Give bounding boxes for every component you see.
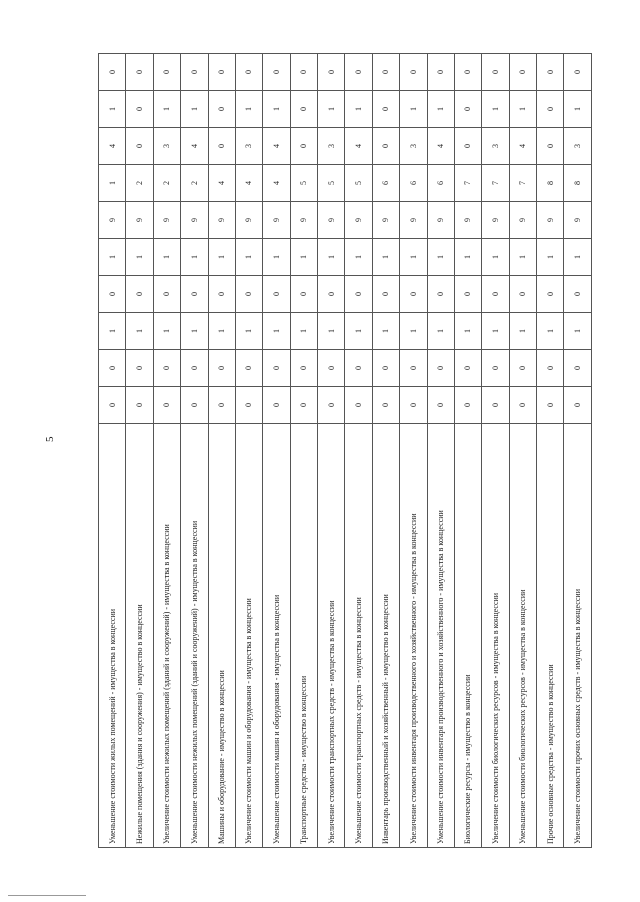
code-digit-cell: 0 bbox=[400, 54, 427, 91]
code-digit-cell: 4 bbox=[263, 128, 290, 165]
code-digit-cell: 0 bbox=[345, 54, 372, 91]
code-digit-cell: 0 bbox=[537, 276, 564, 313]
code-digit-cell: 1 bbox=[345, 91, 372, 128]
code-digit-cell: 0 bbox=[372, 91, 399, 128]
account-description: Увеличение стоимости биологических ресурсов - имущества в концессии bbox=[482, 424, 509, 848]
table-row bbox=[290, 54, 317, 848]
table-row bbox=[345, 54, 372, 848]
code-digit-cell: 4 bbox=[99, 128, 126, 165]
code-digit-cell: 1 bbox=[208, 313, 235, 350]
code-digit-cell: 0 bbox=[318, 387, 345, 424]
code-digit-cell: 3 bbox=[482, 128, 509, 165]
account-description: Увеличение стоимости нежилых помещений (зданий и сооружений) - имущества в концессии bbox=[153, 424, 180, 848]
code-digit-cell: 0 bbox=[482, 54, 509, 91]
code-digit-cell: 0 bbox=[345, 350, 372, 387]
code-digit-cell: 0 bbox=[99, 387, 126, 424]
code-digit-cell: 0 bbox=[126, 387, 153, 424]
code-digit-cell: 0 bbox=[263, 276, 290, 313]
code-digit-cell: 0 bbox=[181, 387, 208, 424]
code-digit-cell: 1 bbox=[427, 313, 454, 350]
code-digit-cell: 1 bbox=[400, 239, 427, 276]
page-number: 5 bbox=[44, 436, 56, 442]
code-digit-cell: 1 bbox=[208, 239, 235, 276]
code-digit-cell: 0 bbox=[153, 350, 180, 387]
code-digit-cell: 0 bbox=[290, 276, 317, 313]
code-digit-cell: 3 bbox=[564, 128, 592, 165]
code-digit-cell: 1 bbox=[263, 313, 290, 350]
code-digit-cell: 0 bbox=[372, 128, 399, 165]
code-digit-cell: 9 bbox=[427, 202, 454, 239]
account-description: Увеличение стоимости инвентаря производственного и хозяйственного - имущества в концессии bbox=[400, 424, 427, 848]
table-row bbox=[126, 54, 153, 848]
code-digit-cell: 0 bbox=[99, 276, 126, 313]
code-digit-cell: 8 bbox=[537, 165, 564, 202]
code-digit-cell: 0 bbox=[537, 387, 564, 424]
table-row bbox=[509, 54, 536, 848]
code-digit-cell: 1 bbox=[318, 313, 345, 350]
code-digit-cell: 7 bbox=[482, 165, 509, 202]
code-digit-cell: 1 bbox=[400, 91, 427, 128]
code-digit-cell: 7 bbox=[454, 165, 481, 202]
code-digit-cell: 1 bbox=[153, 239, 180, 276]
code-digit-cell: 1 bbox=[454, 239, 481, 276]
code-digit-cell: 0 bbox=[372, 387, 399, 424]
code-digit-cell: 0 bbox=[126, 276, 153, 313]
code-digit-cell: 4 bbox=[181, 128, 208, 165]
code-digit-cell: 0 bbox=[400, 276, 427, 313]
code-digit-cell: 1 bbox=[454, 313, 481, 350]
account-description: Уменьшение стоимости транспортных средств - имущества в концессии bbox=[345, 424, 372, 848]
code-digit-cell: 0 bbox=[564, 276, 592, 313]
code-digit-cell: 9 bbox=[509, 202, 536, 239]
account-description: Уменьшение стоимости инвентаря производственного и хозяйственного - имущества в концессии bbox=[427, 424, 454, 848]
code-digit-cell: 5 bbox=[345, 165, 372, 202]
code-digit-cell: 4 bbox=[509, 128, 536, 165]
table-row bbox=[564, 54, 592, 848]
code-digit-cell: 0 bbox=[126, 128, 153, 165]
code-digit-cell: 0 bbox=[564, 350, 592, 387]
account-description: Нежилые помещения (здания и сооружения) - имущество в концессии bbox=[126, 424, 153, 848]
code-digit-cell: 5 bbox=[318, 165, 345, 202]
code-digit-cell: 0 bbox=[537, 128, 564, 165]
code-digit-cell: 0 bbox=[208, 276, 235, 313]
code-digit-cell: 0 bbox=[126, 91, 153, 128]
code-digit-cell: 0 bbox=[181, 350, 208, 387]
code-digit-cell: 6 bbox=[427, 165, 454, 202]
code-digit-cell: 1 bbox=[99, 165, 126, 202]
account-description: Биологические ресурсы - имущество в концессии bbox=[454, 424, 481, 848]
code-digit-cell: 1 bbox=[290, 239, 317, 276]
code-digit-cell: 0 bbox=[235, 54, 262, 91]
code-digit-cell: 3 bbox=[153, 128, 180, 165]
code-digit-cell: 1 bbox=[345, 313, 372, 350]
code-digit-cell: 0 bbox=[482, 350, 509, 387]
code-digit-cell: 1 bbox=[372, 239, 399, 276]
code-digit-cell: 0 bbox=[482, 387, 509, 424]
code-digit-cell: 0 bbox=[99, 54, 126, 91]
code-digit-cell: 0 bbox=[537, 350, 564, 387]
code-digit-cell: 0 bbox=[454, 128, 481, 165]
code-digit-cell: 3 bbox=[235, 128, 262, 165]
account-codes-table bbox=[98, 53, 592, 848]
code-digit-cell: 1 bbox=[99, 91, 126, 128]
code-digit-cell: 1 bbox=[235, 91, 262, 128]
code-digit-cell: 7 bbox=[509, 165, 536, 202]
code-digit-cell: 0 bbox=[345, 387, 372, 424]
account-description: Уменьшение стоимости жилых помещений - имущества в концессии bbox=[99, 424, 126, 848]
code-digit-cell: 0 bbox=[208, 128, 235, 165]
code-digit-cell: 0 bbox=[427, 54, 454, 91]
account-description: Уменьшение стоимости биологических ресурсов - имущества в концессии bbox=[509, 424, 536, 848]
code-digit-cell: 0 bbox=[400, 387, 427, 424]
code-digit-cell: 0 bbox=[318, 350, 345, 387]
code-digit-cell: 9 bbox=[181, 202, 208, 239]
code-digit-cell: 9 bbox=[372, 202, 399, 239]
code-digit-cell: 4 bbox=[345, 128, 372, 165]
code-digit-cell: 0 bbox=[454, 54, 481, 91]
code-digit-cell: 0 bbox=[564, 54, 592, 91]
code-digit-cell: 9 bbox=[99, 202, 126, 239]
code-digit-cell: 0 bbox=[509, 350, 536, 387]
table-row bbox=[208, 54, 235, 848]
code-digit-cell: 1 bbox=[235, 313, 262, 350]
table-body bbox=[99, 54, 592, 848]
code-digit-cell: 0 bbox=[290, 350, 317, 387]
account-description: Транспортные средства - имущество в концессии bbox=[290, 424, 317, 848]
code-digit-cell: 0 bbox=[235, 387, 262, 424]
table-row bbox=[537, 54, 564, 848]
code-digit-cell: 0 bbox=[263, 350, 290, 387]
code-digit-cell: 9 bbox=[153, 202, 180, 239]
account-description: Инвентарь производственный и хозяйственный - имущество в концессии bbox=[372, 424, 399, 848]
code-digit-cell: 1 bbox=[482, 91, 509, 128]
account-description: Увеличение стоимости машин и оборудования - имущества в концессии bbox=[235, 424, 262, 848]
code-digit-cell: 1 bbox=[235, 239, 262, 276]
code-digit-cell: 0 bbox=[126, 350, 153, 387]
code-digit-cell: 3 bbox=[318, 128, 345, 165]
code-digit-cell: 0 bbox=[372, 54, 399, 91]
code-digit-cell: 0 bbox=[99, 350, 126, 387]
code-digit-cell: 9 bbox=[290, 202, 317, 239]
code-digit-cell: 0 bbox=[235, 350, 262, 387]
code-digit-cell: 0 bbox=[263, 54, 290, 91]
code-digit-cell: 1 bbox=[263, 91, 290, 128]
account-description: Увеличение стоимости транспортных средств - имущества в концессии bbox=[318, 424, 345, 848]
code-digit-cell: 9 bbox=[345, 202, 372, 239]
code-digit-cell: 1 bbox=[318, 239, 345, 276]
code-digit-cell: 4 bbox=[208, 165, 235, 202]
code-digit-cell: 0 bbox=[537, 91, 564, 128]
code-digit-cell: 9 bbox=[400, 202, 427, 239]
table-row bbox=[181, 54, 208, 848]
code-digit-cell: 0 bbox=[509, 276, 536, 313]
code-digit-cell: 2 bbox=[153, 165, 180, 202]
code-digit-cell: 0 bbox=[564, 387, 592, 424]
code-digit-cell: 0 bbox=[181, 54, 208, 91]
code-digit-cell: 0 bbox=[372, 350, 399, 387]
code-digit-cell: 4 bbox=[263, 165, 290, 202]
code-digit-cell: 0 bbox=[372, 276, 399, 313]
code-digit-cell: 1 bbox=[482, 239, 509, 276]
code-digit-cell: 9 bbox=[454, 202, 481, 239]
code-digit-cell: 0 bbox=[290, 387, 317, 424]
code-digit-cell: 1 bbox=[290, 313, 317, 350]
code-digit-cell: 9 bbox=[208, 202, 235, 239]
table-row bbox=[235, 54, 262, 848]
code-digit-cell: 0 bbox=[263, 387, 290, 424]
code-digit-cell: 1 bbox=[400, 313, 427, 350]
code-digit-cell: 0 bbox=[454, 91, 481, 128]
code-digit-cell: 0 bbox=[400, 350, 427, 387]
code-digit-cell: 0 bbox=[537, 54, 564, 91]
code-digit-cell: 0 bbox=[208, 387, 235, 424]
code-digit-cell: 0 bbox=[153, 276, 180, 313]
account-description: Машины и оборудование - имущество в концессии bbox=[208, 424, 235, 848]
code-digit-cell: 6 bbox=[372, 165, 399, 202]
code-digit-cell: 0 bbox=[454, 387, 481, 424]
code-digit-cell: 0 bbox=[126, 54, 153, 91]
code-digit-cell: 0 bbox=[153, 54, 180, 91]
code-digit-cell: 1 bbox=[509, 91, 536, 128]
code-digit-cell: 1 bbox=[427, 91, 454, 128]
code-digit-cell: 9 bbox=[126, 202, 153, 239]
code-digit-cell: 6 bbox=[400, 165, 427, 202]
code-digit-cell: 0 bbox=[181, 276, 208, 313]
footer-rule bbox=[8, 895, 86, 896]
code-digit-cell: 1 bbox=[99, 313, 126, 350]
code-digit-cell: 0 bbox=[208, 54, 235, 91]
code-digit-cell: 0 bbox=[208, 91, 235, 128]
code-digit-cell: 1 bbox=[537, 313, 564, 350]
code-digit-cell: 0 bbox=[482, 276, 509, 313]
code-digit-cell: 9 bbox=[482, 202, 509, 239]
code-digit-cell: 1 bbox=[564, 239, 592, 276]
code-digit-cell: 1 bbox=[372, 313, 399, 350]
code-digit-cell: 1 bbox=[482, 313, 509, 350]
account-description: Уменьшение стоимости машин и оборудования - имущества в концессии bbox=[263, 424, 290, 848]
code-digit-cell: 0 bbox=[318, 276, 345, 313]
account-description: Уменьшение стоимости нежилых помещений (зданий и сооружений) - имущества в концессии bbox=[181, 424, 208, 848]
code-digit-cell: 1 bbox=[153, 313, 180, 350]
code-digit-cell: 0 bbox=[509, 387, 536, 424]
code-digit-cell: 0 bbox=[427, 387, 454, 424]
table-row bbox=[400, 54, 427, 848]
table-row bbox=[99, 54, 126, 848]
code-digit-cell: 0 bbox=[235, 276, 262, 313]
table-row bbox=[318, 54, 345, 848]
table-row bbox=[372, 54, 399, 848]
code-digit-cell: 4 bbox=[235, 165, 262, 202]
code-digit-cell: 5 bbox=[290, 165, 317, 202]
code-digit-cell: 2 bbox=[126, 165, 153, 202]
code-digit-cell: 1 bbox=[345, 239, 372, 276]
code-digit-cell: 0 bbox=[454, 350, 481, 387]
code-digit-cell: 0 bbox=[290, 54, 317, 91]
code-digit-cell: 0 bbox=[290, 91, 317, 128]
code-digit-cell: 1 bbox=[126, 313, 153, 350]
code-digit-cell: 1 bbox=[318, 91, 345, 128]
code-digit-cell: 1 bbox=[263, 239, 290, 276]
code-digit-cell: 1 bbox=[99, 239, 126, 276]
table-row bbox=[427, 54, 454, 848]
code-digit-cell: 9 bbox=[263, 202, 290, 239]
rotated-table-container bbox=[98, 54, 592, 848]
table-row bbox=[153, 54, 180, 848]
code-digit-cell: 1 bbox=[153, 91, 180, 128]
account-description: Прочие основные средства - имущество в концессии bbox=[537, 424, 564, 848]
code-digit-cell: 9 bbox=[318, 202, 345, 239]
account-description: Увеличение стоимости прочих основных средств - имущества в концессии bbox=[564, 424, 592, 848]
code-digit-cell: 0 bbox=[290, 128, 317, 165]
code-digit-cell: 1 bbox=[537, 239, 564, 276]
code-digit-cell: 0 bbox=[427, 350, 454, 387]
code-digit-cell: 0 bbox=[427, 276, 454, 313]
code-digit-cell: 8 bbox=[564, 165, 592, 202]
code-digit-cell: 0 bbox=[208, 350, 235, 387]
code-digit-cell: 9 bbox=[235, 202, 262, 239]
code-digit-cell: 1 bbox=[509, 239, 536, 276]
code-digit-cell: 1 bbox=[181, 239, 208, 276]
code-digit-cell: 9 bbox=[537, 202, 564, 239]
code-digit-cell: 0 bbox=[509, 54, 536, 91]
table-row bbox=[263, 54, 290, 848]
code-digit-cell: 2 bbox=[181, 165, 208, 202]
code-digit-cell: 3 bbox=[400, 128, 427, 165]
code-digit-cell: 9 bbox=[564, 202, 592, 239]
code-digit-cell: 1 bbox=[564, 313, 592, 350]
code-digit-cell: 1 bbox=[564, 91, 592, 128]
code-digit-cell: 1 bbox=[181, 313, 208, 350]
code-digit-cell: 1 bbox=[126, 239, 153, 276]
code-digit-cell: 1 bbox=[509, 313, 536, 350]
code-digit-cell: 1 bbox=[181, 91, 208, 128]
table-row bbox=[454, 54, 481, 848]
code-digit-cell: 0 bbox=[345, 276, 372, 313]
code-digit-cell: 0 bbox=[454, 276, 481, 313]
code-digit-cell: 4 bbox=[427, 128, 454, 165]
code-digit-cell: 0 bbox=[153, 387, 180, 424]
table-row bbox=[482, 54, 509, 848]
code-digit-cell: 1 bbox=[427, 239, 454, 276]
code-digit-cell: 0 bbox=[318, 54, 345, 91]
